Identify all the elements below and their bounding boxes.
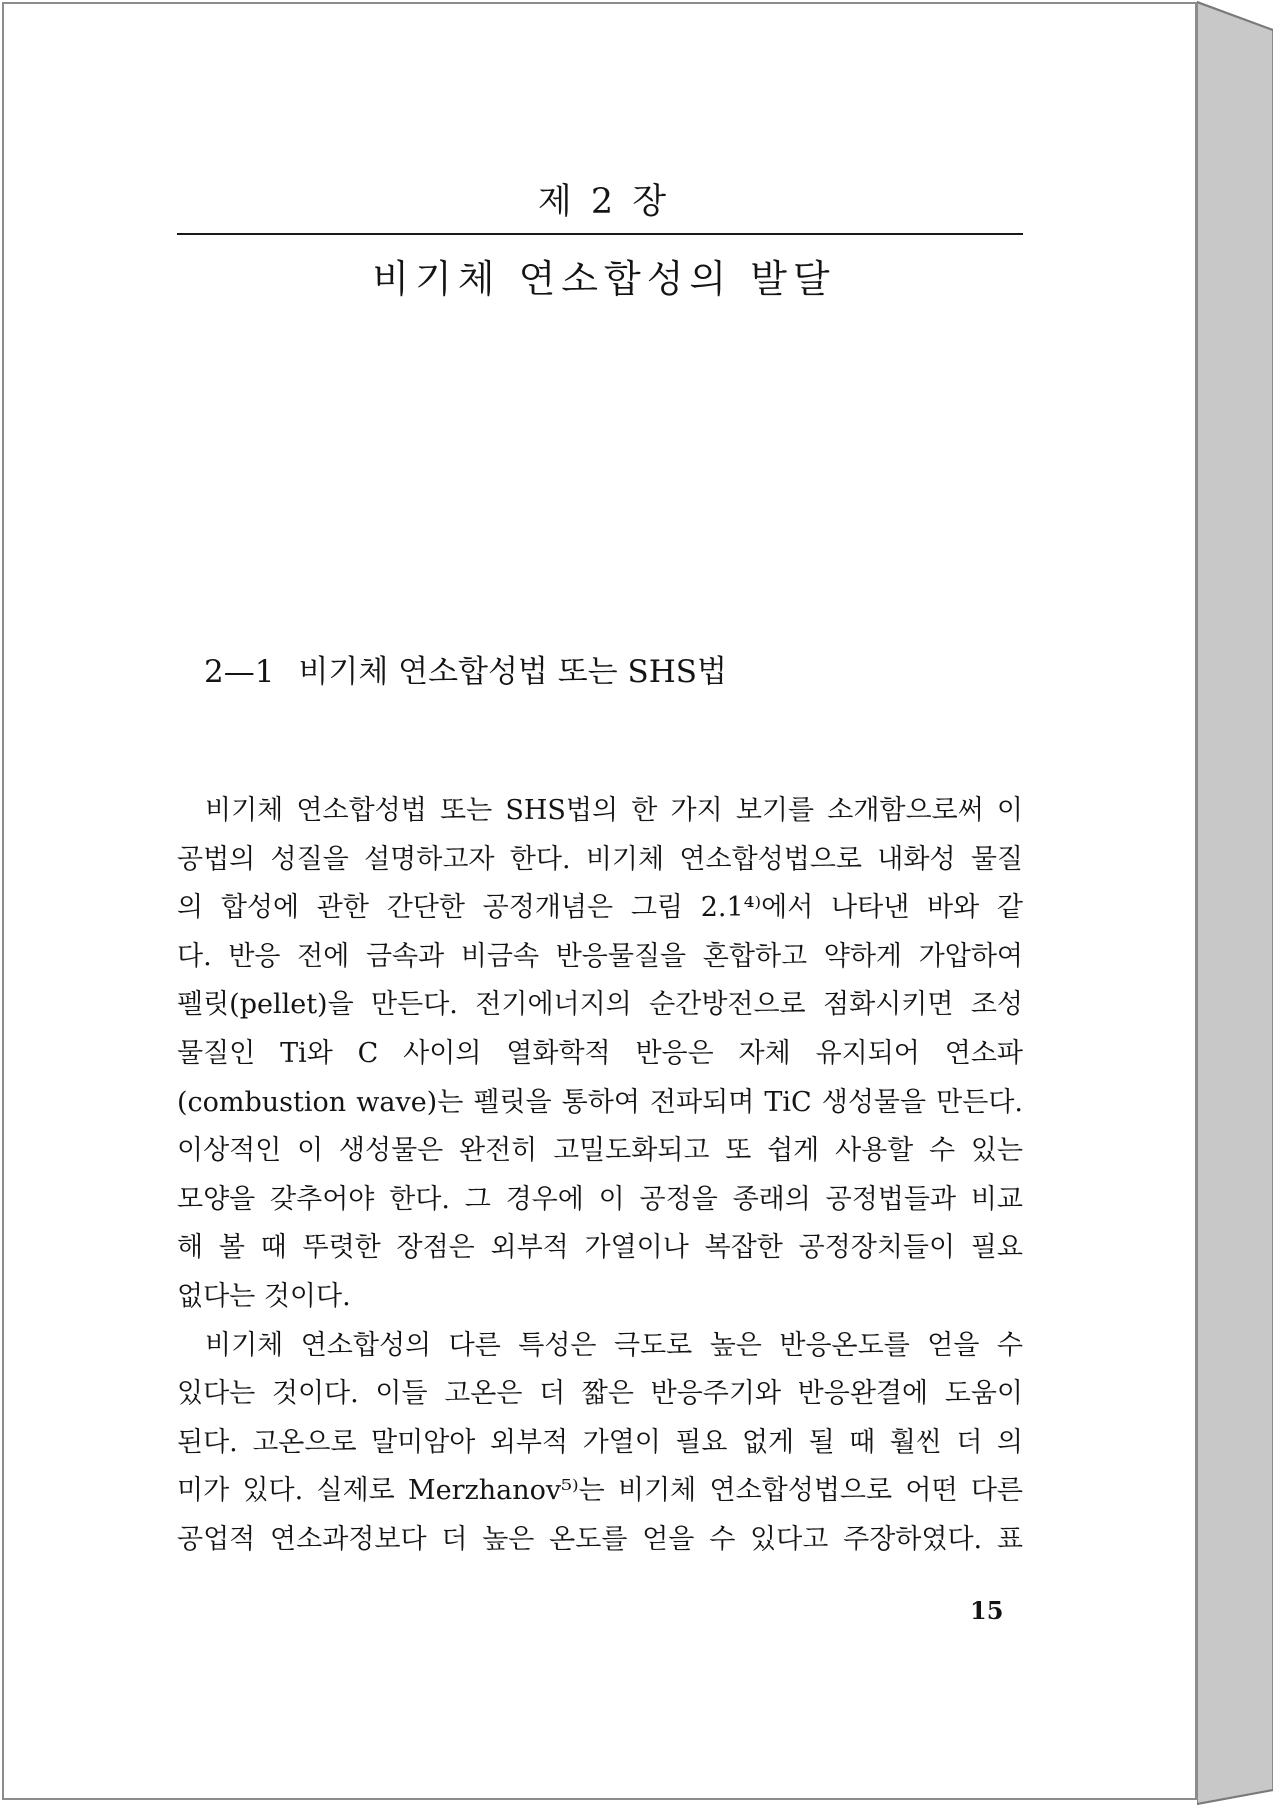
text-line: 비기체 연소합성의 다른 특성은 극도로 높은 반응온도를 얻을 수 [205,1329,1023,1361]
text-line: 의 합성에 관한 간단한 공정개념은 그림 2.1⁴⁾에서 나타낸 바와 같 [177,892,1023,924]
text-line: 미가 있다. 실제로 Merzhanov⁵⁾는 비기체 연소합성법으로 어떤 다른 [177,1475,1023,1507]
section-number: 2—1 [204,654,275,690]
body-text [177,787,1023,1565]
book-page [2,2,1197,1800]
section-heading [204,646,727,691]
text-line: 비기체 연소합성법 또는 SHS법의 한 가지 보기를 소개함으로써 이 [205,795,1023,826]
page-stack-edge [1197,0,1273,1806]
text-line: 공법의 성질을 설명하고자 한다. 비기체 연소합성법으로 내화성 물질 [177,843,1023,875]
text-line: (combustion wave)는 펠릿을 통하여 전파되며 TiC 생성물을 만든다. [177,1086,1023,1118]
text-line: 해 볼 때 뚜렷한 장점은 외부적 가열이나 복잡한 공정장치들이 필요 [177,1232,1023,1264]
section-title: 비기체 연소합성법 또는 SHS법 [298,654,727,690]
page-number: 15 [970,1596,1004,1625]
chapter-number: 제 2 장 [537,182,671,222]
text-line: 물질인 Ti와 C 사이의 열화학적 반응은 자체 유지되어 연소파 [177,1037,1023,1069]
text-line: 이상적인 이 생성물은 완전히 고밀도화되고 또 쉽게 사용할 수 있는 [177,1135,1023,1167]
text-line: 된다. 고온으로 말미암아 외부적 가열이 필요 없게 될 때 훨씬 더 의 [177,1426,1023,1458]
text-line: 모양을 갖추어야 한다. 그 경우에 이 공정을 종래의 공정법들과 비교 [177,1183,1023,1215]
chapter-title: 비기체 연소합성의 발달 [372,257,836,301]
chapter-divider [177,233,1023,235]
text-line: 공업적 연소과정보다 더 높은 온도를 얻을 수 있다고 주장하였다. 표 [177,1523,1023,1555]
text-line: 있다는 것이다. 이들 고온은 더 짧은 반응주기와 반응완결에 도움이 [177,1378,1023,1410]
text-line: 펠릿(pellet)을 만든다. 전기에너지의 순간방전으로 점화시키면 조성 [177,989,1023,1021]
text-line: 다. 반응 전에 금속과 비금속 반응물질을 혼합하고 약하게 가압하여 [177,940,1023,972]
text-line: 없다는 것이다. [177,1280,351,1312]
